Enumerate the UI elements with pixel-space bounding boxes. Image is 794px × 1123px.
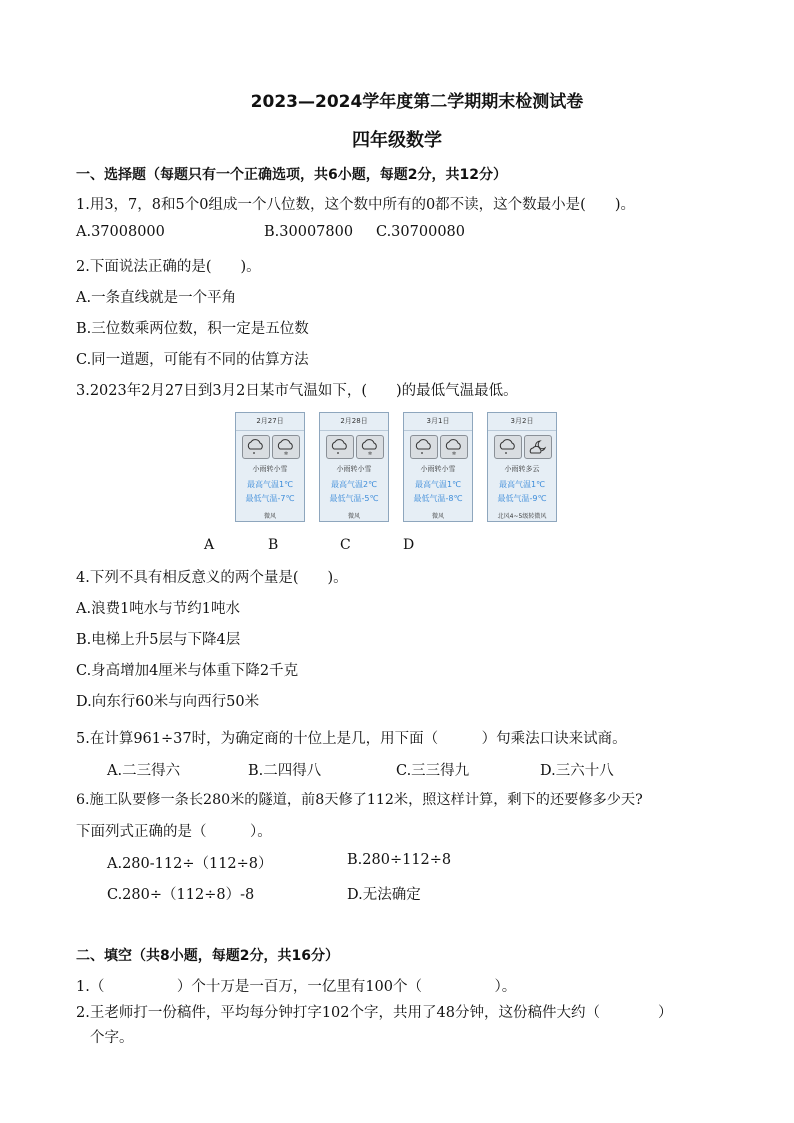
weather-card-feb28 (319, 412, 389, 522)
q4-option-a: A.浪费1吨水与节约1吨水 (76, 601, 241, 617)
weather-date: 3月1日 (404, 413, 472, 431)
q3-stem: 3.2023年2月27日到3月2日某市气温如下，( )的最低气温最低。 (76, 383, 518, 399)
weather-condition: 小雨转小雪 (336, 465, 372, 473)
q6-stem-line1: 6.施工队要修一条长280米的隧道，前8天修了112米，照这样计算，剩下的还要修多少天? (76, 792, 643, 808)
q2-option-a: A.一条直线就是一个平角 (76, 290, 237, 306)
q3-label-b: B (268, 537, 279, 553)
q5-option-c: C.三三得九 (396, 763, 470, 779)
q6-option-d: D.无法确定 (347, 887, 421, 903)
moon-cloud-icon (524, 435, 552, 459)
q1-option-b: B.30007800 (264, 224, 354, 240)
weather-low: 最低气温-8℃ (413, 494, 463, 503)
cloud-rain-icon (242, 435, 270, 459)
q5-stem: 5.在计算961÷37时，为确定商的十位上是几，用下面（ ）句乘法口诀来试商。 (76, 731, 627, 747)
weather-condition: 小雨转小雪 (252, 465, 288, 473)
weather-card-feb27 (235, 412, 305, 522)
cloud-snow-icon (356, 435, 384, 459)
q3-label-c: C (340, 537, 351, 553)
q1-option-a: A.37008000 (76, 224, 165, 240)
cloud-rain-icon (326, 435, 354, 459)
q1-option-c: C.30700080 (376, 224, 465, 240)
q5-option-a: A.二三得六 (107, 763, 181, 779)
weather-card-mar1 (403, 412, 473, 522)
weather-condition: 小雨转小雪 (420, 465, 456, 473)
weather-date: 2月28日 (320, 413, 388, 431)
weather-high: 最高气温1℃ (498, 480, 546, 489)
fill-q2-line2: 个字。 (90, 1030, 134, 1046)
cloud-rain-icon (494, 435, 522, 459)
svg-text:✲: ✲ (367, 451, 373, 457)
weather-wind: 北风4~5级转微风 (497, 513, 547, 520)
weather-wind: 微风 (347, 513, 360, 520)
q2-option-b: B.三位数乘两位数，积一定是五位数 (76, 321, 309, 337)
svg-text:✲: ✲ (283, 451, 289, 457)
q3-label-a: A (204, 537, 215, 553)
q4-option-b: B.电梯上升5层与下降4层 (76, 632, 241, 648)
cloud-snow-icon (440, 435, 468, 459)
weather-date: 2月27日 (236, 413, 304, 431)
q1-stem: 1.用3，7，8和5个0组成一个八位数，这个数中所有的0都不读，这个数最小是( )。 (76, 197, 635, 213)
weather-wind: 微风 (431, 513, 444, 520)
fill-q2-line1: 2.王老师打一份稿件，平均每分钟打字102个字，共用了48分钟，这份稿件大约（ ） (76, 1005, 673, 1021)
q4-option-d: D.向东行60米与向西行50米 (76, 694, 260, 710)
weather-wind: 微风 (263, 513, 276, 520)
q6-option-b: B.280÷112÷8 (347, 852, 452, 868)
svg-text:✲: ✲ (451, 451, 457, 457)
fill-q1: 1.（ ）个十万是一百万，一亿里有100个（ ）。 (76, 979, 517, 995)
cloud-snow-icon (272, 435, 300, 459)
q6-option-c: C.280÷（112÷8）-8 (107, 887, 255, 903)
page-subtitle: 四年级数学 (352, 130, 442, 151)
section2-heading: 二、填空（共8小题，每题2分，共16分） (76, 948, 339, 964)
q6-option-a: A.280-112÷（112÷8） (107, 856, 273, 872)
q5-option-d: D.三六十八 (540, 763, 614, 779)
page-title: 2023—2024学年度第二学期期末检测试卷 (250, 92, 584, 112)
q5-option-b: B.二四得八 (248, 763, 322, 779)
q3-label-d: D (403, 537, 415, 553)
weather-low: 最低气温-9℃ (497, 494, 547, 503)
weather-condition: 小雨转多云 (504, 465, 540, 473)
cloud-rain-icon (410, 435, 438, 459)
weather-low: 最低气温-7℃ (245, 494, 295, 503)
weather-high: 最高气温2℃ (330, 480, 378, 489)
weather-high: 最高气温1℃ (414, 480, 462, 489)
q2-option-c: C.同一道题，可能有不同的估算方法 (76, 352, 309, 368)
q4-stem: 4.下列不具有相反意义的两个量是( )。 (76, 570, 348, 586)
q4-option-c: C.身高增加4厘米与体重下降2千克 (76, 663, 299, 679)
section1-heading: 一、选择题（每题只有一个正确选项，共6小题，每题2分，共12分） (76, 167, 507, 183)
weather-high: 最高气温1℃ (246, 480, 294, 489)
q6-stem-line2: 下面列式正确的是（ ）。 (76, 824, 272, 840)
weather-card-mar2 (487, 412, 557, 522)
q2-stem: 2.下面说法正确的是( )。 (76, 259, 261, 275)
weather-low: 最低气温-5℃ (329, 494, 379, 503)
weather-date: 3月2日 (488, 413, 556, 431)
